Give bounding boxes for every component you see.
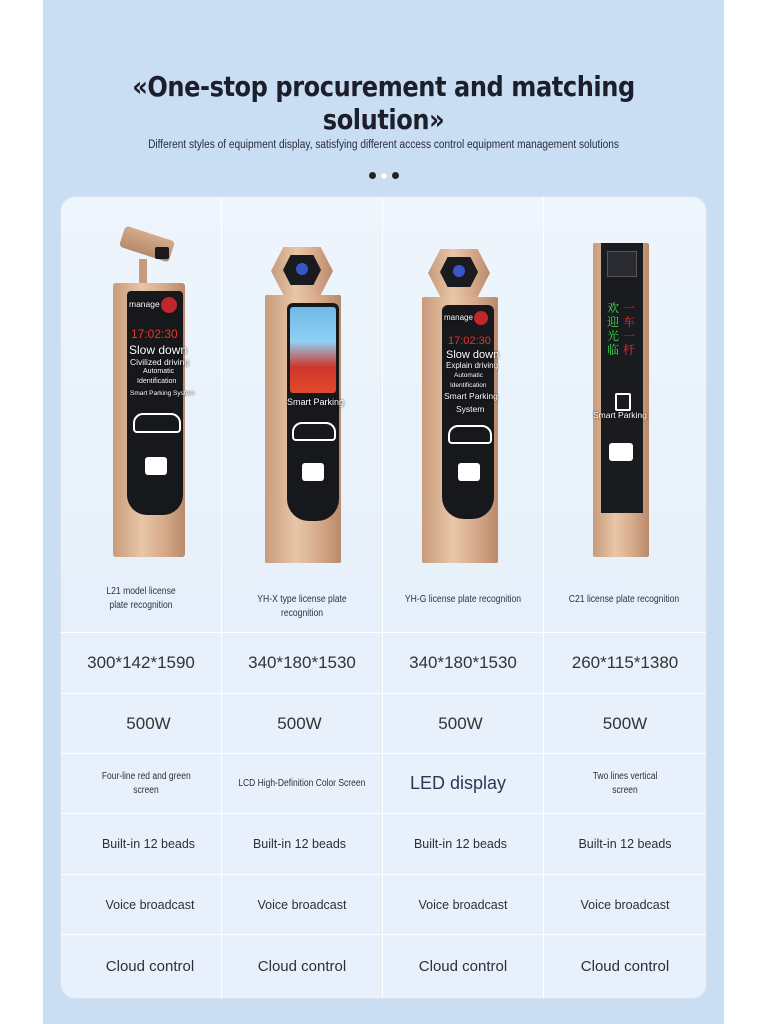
beads-cell: Built-in 12 beads	[413, 837, 508, 851]
voice-cell: Voice broadcast	[580, 897, 670, 912]
control-cell: Cloud control	[418, 958, 508, 975]
keypad-icon	[458, 463, 480, 481]
keypad-icon	[145, 457, 167, 475]
control-cell: Cloud control	[580, 958, 670, 975]
l21-device-image: manage 17:02:30 Slow down Civilized driving Automatic Identification Smart Parking System	[113, 233, 189, 557]
screen-cell: LCD High-Definition Color Screen	[238, 777, 366, 789]
control-cell: Cloud control	[257, 958, 347, 975]
screen-cell: Four-line red and green screen	[101, 770, 191, 796]
screen-cell: Two lines vertical screen	[592, 770, 658, 796]
carousel-dot-1[interactable]	[369, 172, 376, 179]
beads-cell: Built-in 12 beads	[101, 837, 196, 851]
carousel-dot-3[interactable]	[392, 172, 399, 179]
voice-cell: Voice broadcast	[257, 897, 347, 912]
screen-cell: LED display	[409, 773, 507, 793]
product-caption: YH-X type license plate recognition	[257, 594, 347, 619]
camera-icon	[607, 251, 637, 277]
car-icon	[448, 425, 492, 444]
beads-cell: Built-in 12 beads	[578, 837, 672, 851]
yhg-device-image: manage 17:02:30 Slow down Explain driving Automatic Identification Smart Parking System	[422, 249, 502, 563]
product-caption: YH-G license plate recognition	[404, 594, 522, 605]
car-icon	[292, 422, 336, 441]
car-icon	[133, 413, 181, 433]
comparison-table	[61, 197, 706, 998]
keypad-icon	[302, 463, 324, 481]
size-cell: 340*180*1530	[409, 653, 517, 672]
c21-device-image: 欢迎光临 一车一杆 Smart Parking	[593, 243, 649, 557]
page-subtitle: Different styles of equipment display, satisfying different access control equipment management solutions	[148, 139, 619, 151]
size-cell: 260*115*1380	[571, 653, 679, 672]
power-cell: 500W	[438, 713, 483, 733]
power-cell: 500W	[126, 713, 171, 733]
lcd-screen	[290, 307, 336, 393]
control-cell: Cloud control	[105, 958, 195, 975]
size-cell: 300*142*1590	[87, 653, 195, 672]
beads-cell: Built-in 12 beads	[252, 837, 347, 851]
camera-lens-icon	[296, 263, 308, 275]
camera-lens-icon	[453, 265, 465, 277]
power-cell: 500W	[277, 713, 322, 733]
carousel-dot-2[interactable]	[380, 172, 388, 180]
power-cell: 500W	[602, 713, 648, 733]
product-caption: C21 license plate recognition	[568, 594, 680, 605]
size-cell: 340*180*1530	[248, 653, 356, 672]
voice-cell: Voice broadcast	[418, 897, 508, 912]
carousel-dots	[43, 172, 724, 180]
product-caption: L21 model license plate recognition	[106, 586, 176, 611]
keypad-icon	[609, 443, 633, 461]
voice-cell: Voice broadcast	[105, 897, 195, 912]
page-title: «One-stop procurement and matching solution»	[132, 70, 635, 136]
logo-icon	[615, 393, 631, 411]
yhx-device-image: Smart Parking	[265, 247, 341, 563]
